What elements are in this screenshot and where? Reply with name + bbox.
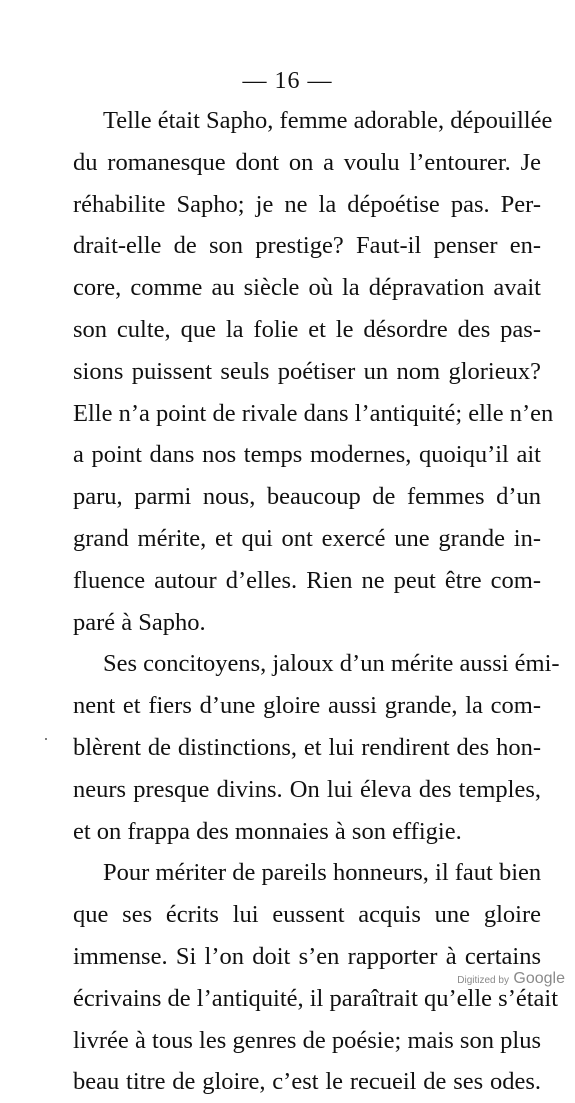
text-line: a point dans nos temps modernes, quoiqu’il ait <box>73 441 541 469</box>
text-line: du romanesque dont on a voulu l’entourer. Je <box>73 148 541 176</box>
text-line: que ses écrits lui eussent acquis une gloire <box>73 901 541 929</box>
text-line: Ses concitoyens, jaloux d’un mérite aussi émi- <box>103 650 560 678</box>
text-line: écrivains de l’antiquité, il paraîtrait qu’elle s’était <box>73 984 559 1012</box>
watermark-brand: Google <box>513 970 565 987</box>
text-line: et on frappa des monnaies à son effigie. <box>73 817 462 845</box>
text-line: nent et fiers d’une gloire aussi grande, la com- <box>73 692 541 720</box>
text-line: Pour mériter de pareils honneurs, il faut bien <box>103 859 542 887</box>
watermark-prefix: Digitized by <box>457 975 509 986</box>
digitized-watermark <box>457 970 565 988</box>
text-line: réhabilite Sapho; je ne la dépoétise pas. Per- <box>73 190 541 218</box>
text-line: Elle n’a point de rivale dans l’antiquité; elle n’en <box>73 399 554 427</box>
text-line: son culte, que la folie et le désordre des pas- <box>73 315 541 343</box>
text-line: paré à Sapho. <box>73 608 206 636</box>
text-line: core, comme au siècle où la dépravation avait <box>73 274 541 302</box>
text-line: beau titre de gloire, c’est le recueil de ses odes. <box>73 1068 541 1096</box>
text-line: paru, parmi nous, beaucoup de femmes d’un <box>73 483 541 511</box>
text-line: fluence autour d’elles. Rien ne peut être com- <box>73 566 541 594</box>
text-line: livrée à tous les genres de poésie; mais son plus <box>73 1026 541 1054</box>
text-line: grand mérite, et qui ont exercé une grande in- <box>73 524 541 552</box>
text-line: immense. Si l’on doit s’en rapporter à certains <box>73 942 541 970</box>
text-line: Telle était Sapho, femme adorable, dépouillée <box>103 107 553 134</box>
text-line: blèrent de distinctions, et lui rendirent des hon- <box>73 733 541 761</box>
text-line: neurs presque divins. On lui éleva des temples, <box>73 775 541 803</box>
text-line: sions puissent seuls poétiser un nom glorieux? <box>73 357 541 385</box>
text-line: drait-elle de son prestige? Faut-il penser en- <box>73 232 541 260</box>
page-number: — 16 — <box>242 68 333 94</box>
body-text <box>73 100 560 1103</box>
scan-speck <box>45 738 47 740</box>
